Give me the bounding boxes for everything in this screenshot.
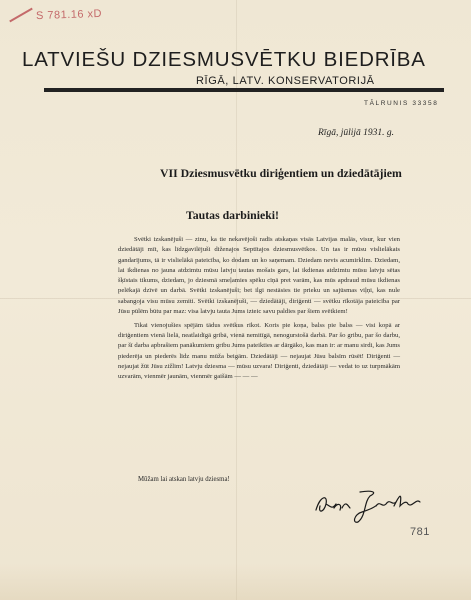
letter-body: [118, 235, 400, 386]
paper-stain: [0, 564, 471, 600]
letterhead-org-name: LATVIEŠU DZIESMUSVĒTKU BIEDRĪBA: [22, 48, 426, 71]
archive-mark: S 781.16 xD: [35, 7, 103, 23]
body-paragraph: Svētki izskanējuši — zinu, ka tie nekavējoši radīs atskaņas visās Latvijas malās, visur, kur vien dziedātāji mīt, kas līdzgavilējuši diženajos Septītajos dziesmusvētkos. Un tas ir mūsu vislielākais gandarījums, tā ir vislielākā pateicība, ko dodam un ko saņemam. Dziedam nevis acumirklim. Dziedam, lai ikdienas no jauna atdzimtu mūsu latvju tautas mošais gars, lai ikdienas atdzimtu mūsu latvju sētas šķīstais tikums, dziedam, jo dziesmā smeļamies spēku cīņā pret varām, kas mūs apdraud mūsu ikdienas pelēkajā dzīvē un darbā. Svētki izskanējuši; bet ilgi nestāsies tie prieku un sajūsmas viļņi, kas nule sabangoja visu mūsu zemiti. Svētki izskanējuši, — dziedātāji, diriģenti — svētku rīkotāja pateicība par Jūsu pūlēm būtu par maz: visa latvju tauta Jums izteic savu paldies par šiem svētkiem!: [118, 236, 400, 316]
handwritten-signature: [312, 484, 432, 526]
archive-slash-mark: [9, 8, 33, 23]
salutation: Tautas darbinieki!: [186, 208, 279, 222]
letterhead-rule: [44, 88, 444, 92]
letterhead-phone: TĀLRUNIS 33358: [364, 100, 439, 107]
letterhead-address: RĪGĀ, LATV. KONSERVATORIJĀ: [196, 75, 375, 87]
page-number: 781: [410, 526, 430, 538]
date-line: Rīgā, jūlijā 1931. g.: [318, 128, 394, 138]
closing-line: Mūžam lai atskan latvju dziesma!: [138, 476, 230, 483]
document-title: VII Dziesmusvētku diriģentiem un dziedātājiem: [160, 166, 402, 180]
body-paragraph: Tikai vienojušies spējām tādus svētkus rīkot. Koris pie koņa, balss pie balss — visi kopā ar diriģentiem vienā lielā, neatlaidīgā gribā, vienā nemitīgā, nenogurstošā darbā. Par šo gribu, par šo darbu, par šī darba apbrašiem panākumiem gribu Jums pateikties ar dārgāko, kas man ir: ar manu sirdi, kas Jums piederēja un piederēs līdz manu mūža beigām. Dziedātāji — nejaujat Jūsu balsīm rūsēt! Diriģenti — nejaujat žūt Jūsu zižlim! Latvju dziesma — mūsu uzvara! Diriģenti, dziedātāji — vedat to uz turpmākām uzvarām, vienmēr jaunām, vienmēr gaišām — — —: [118, 321, 400, 381]
